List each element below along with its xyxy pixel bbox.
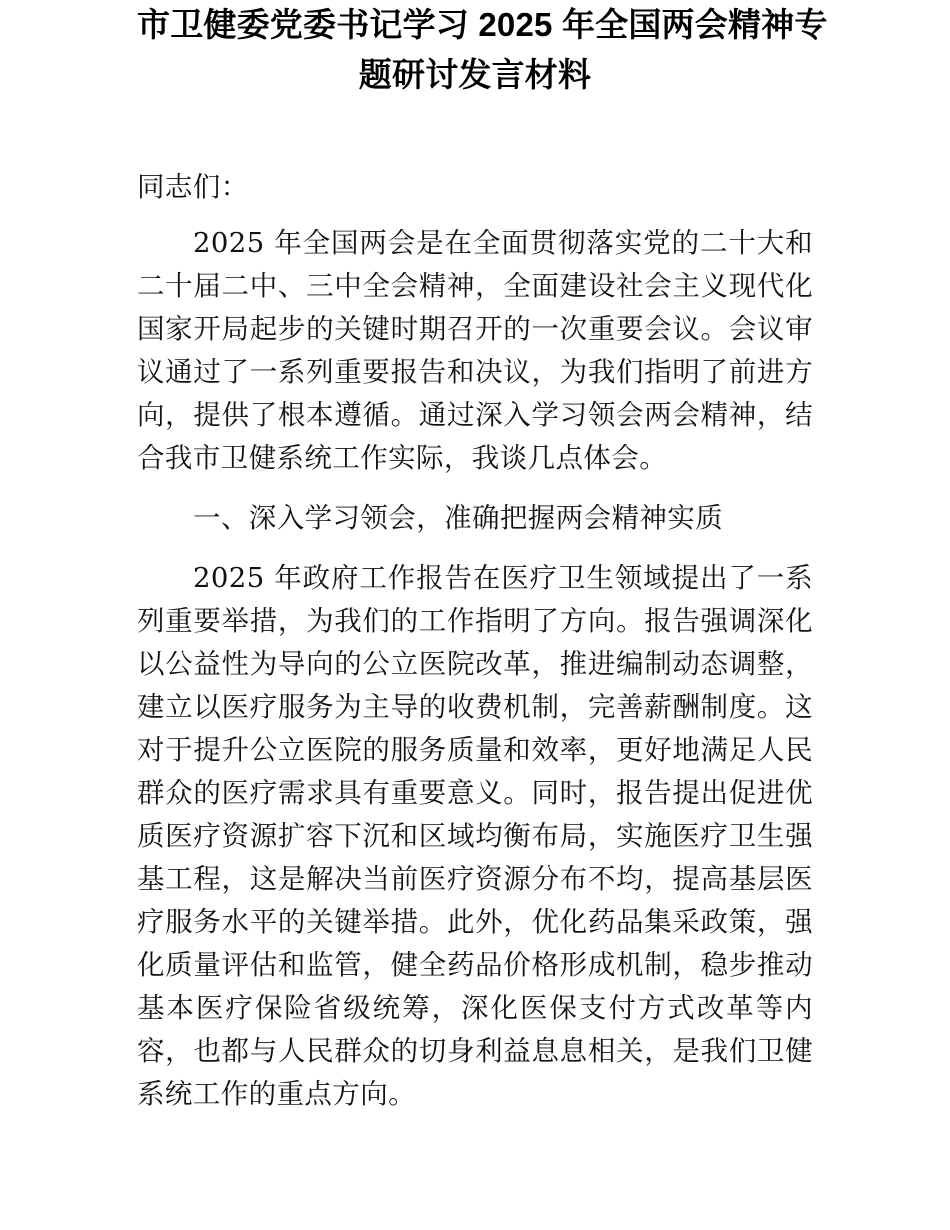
paragraph-p1: 2025 年全国两会是在全面贯彻落实党的二十大和二十届二中、三中全会精神，全面建设社会主义现代化国家开局起步的关键时期召开的一次重要会议。会议审议通过了一系列重要报告和决议，为我们指明了前进方向，提供了根本遵循。通过深入学习领会两会精神，结合我市卫健系统工作实际，我谈几点体会。 (137, 227, 813, 474)
paragraph-gap (137, 480, 813, 497)
paragraph-gap (137, 209, 813, 222)
section-heading-1: 一、深入学习领会，准确把握两会精神实质 (193, 502, 724, 534)
page-title-line-2: 题研讨发言材料 (358, 56, 592, 93)
paragraph-gap (137, 540, 813, 557)
paragraph-p2: 2025 年政府工作报告在医疗卫生领域提出了一系列重要举措，为我们的工作指明了方向。报告强调深化以公益性为导向的公立医院改革，推进编制动态调整，建立以医疗服务为主导的收费机制，完善薪酬制度。这对于提升公立医院的服务质量和效率，更好地满足人民群众的医疗需求具有重要意义。同时，报告提出促进优质医疗资源扩容下沉和区域均衡布局，实施医疗卫生强基工程，这是解决当前医疗资源分布不均，提高基层医疗服务水平的关键举措。此外，优化药品集采政策，强化质量评估和监管，健全药品价格形成机制，稳步推动基本医疗保险省级统筹，深化医保支付方式改革等内容，也都与人民群众的切身利益息息相关，是我们卫健系统工作的重点方向。 (137, 562, 813, 1110)
title-body-gap (137, 100, 813, 166)
page-title (137, 0, 828, 100)
document-body (137, 0, 828, 1116)
salutation: 同志们： (137, 171, 249, 203)
page-title-line-1: 市卫健委党委书记学习 2025 年全国两会精神专 (137, 6, 828, 43)
